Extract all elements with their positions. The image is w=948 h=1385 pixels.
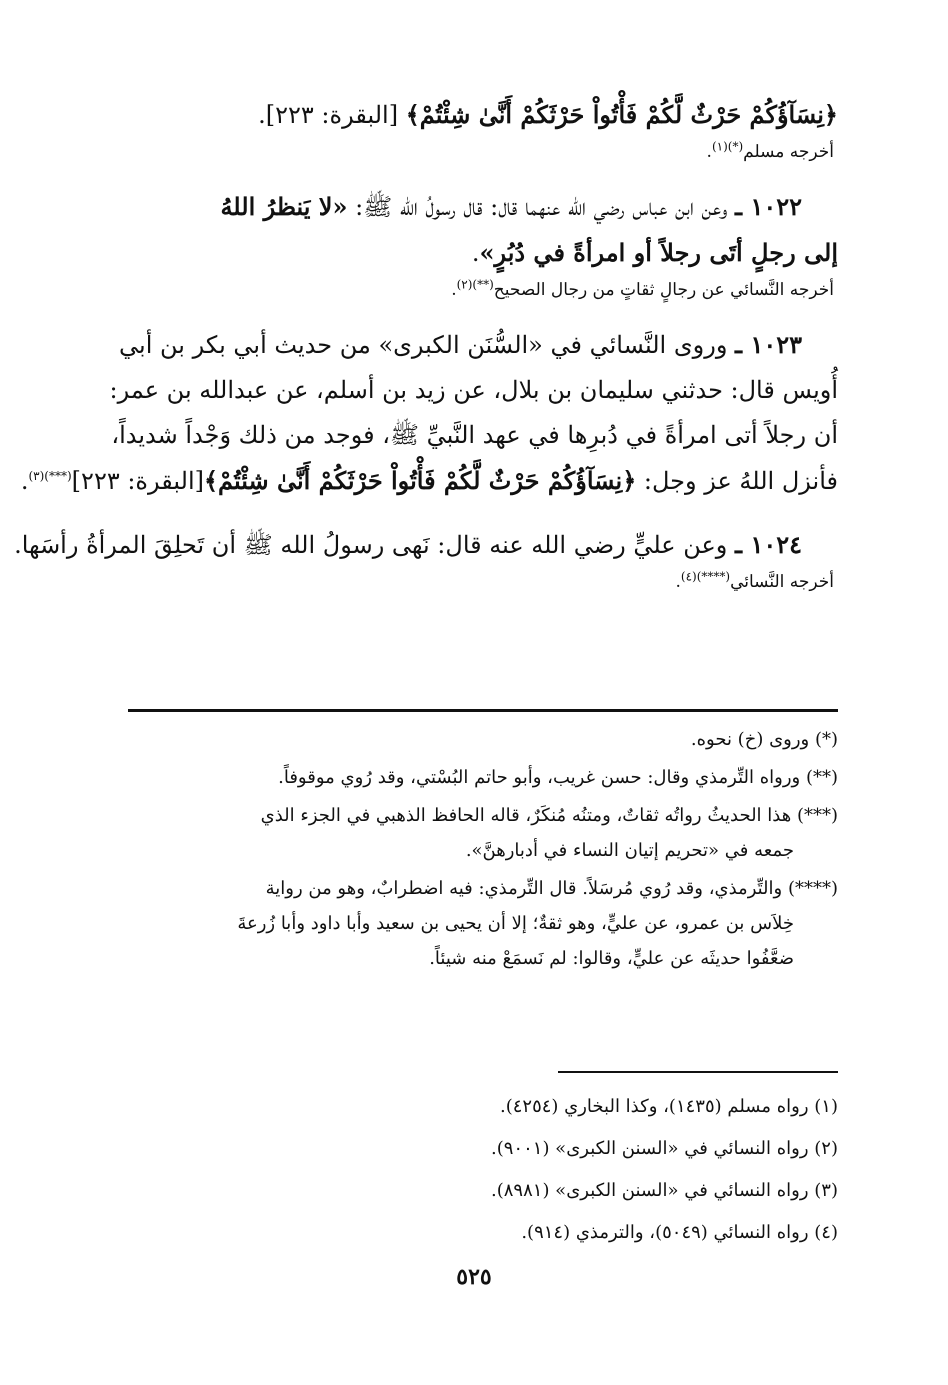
hadith-number: ١٠٢٢ ـ (735, 192, 802, 221)
footnote-1: (١) رواه مسلم (١٤٣٥)، وكذا البخاري (٤٢٥٤). (499, 1096, 838, 1117)
footnote-3: (٣) رواه النسائي في «السنن الكبرى» (٨٩٨١). (491, 1180, 838, 1201)
quran-verse: ﴿نِسَآؤُكُمْ حَرْثٌ لَّكُمْ فَأْتُواْ حَرْثَكُمْ أَنَّىٰ شِئْتُمْ﴾ (203, 466, 637, 495)
hadith-source (128, 568, 838, 596)
note-marker: (****)(٤) (680, 569, 731, 584)
note-4-line-2: خِلاَس بن عمرو، عن عليٍّ، وهو ثقةٌ؛ إلا أن يحيى بن سعيد وأبا داود وأبا زُرعةَ (237, 913, 794, 934)
hadith-number: ١٠٢٤ ـ (735, 530, 802, 559)
verse-reference: [البقرة: ٢٢٣] (71, 467, 204, 495)
note-marker: (***)(٣) (28, 469, 72, 483)
sentence-end: . (471, 239, 480, 267)
hadith-1023-line-4 (20, 458, 838, 504)
hadith-text: وعن ابن عباس رضي الله عنهما قال: قال رسولُ الله ﷺ: (355, 193, 728, 221)
hadith-number: ١٠٢٣ ـ (735, 330, 802, 359)
source-end: . (675, 572, 681, 592)
prophetic-saying: «لا يَنظرُ اللهُ (220, 192, 348, 221)
hadith-1024-line-1 (14, 522, 838, 568)
editor-notes (128, 722, 838, 976)
hadith-1023-line-2 (109, 368, 838, 413)
source-text: أخرجه النَّسائي عن رجالٍ ثقاتٍ من رجال الصحيح (493, 280, 834, 300)
note-marker: (**)(٢) (456, 277, 494, 292)
note-4-line-3: ضعَّفُوا حديثَه عن عليٍّ، وقالوا: لم نَسمَعْ منه شيئاً. (429, 948, 794, 969)
note-2: (**) ورواه التِّرمذي وقال: حسن غريب، وأبو حاتم البُسْتي، وقد رُوي موقوفاً. (278, 767, 838, 788)
source-text: أخرجه النَّسائي (730, 572, 834, 592)
hadith-text: وروى النَّسائي في «السُّنَن الكبرى» من حديث أبي بكر بن أبي (119, 331, 728, 359)
prophetic-saying: إلى رجلٍ أتَى رجلاً أو امرأةً في دُبُرٍ» (479, 238, 838, 267)
source-text: أخرجه مسلم (743, 142, 834, 162)
hadith-source (128, 276, 838, 304)
note-3-line-1: (***) هذا الحديثُ رواتُه ثقاتٌ، ومتنُه مُنكَرٌ، قاله الحافظ الذهبي في الجزء الذي (260, 805, 838, 826)
quran-verse: ﴿نِسَآؤُكُمْ حَرْثٌ لَّكُمْ فَأْتُواْ حَرْثَكُمْ أَنَّىٰ شِئْتُمْ﴾ (405, 100, 838, 129)
verse-reference: [البقرة: ٢٢٣]. (258, 101, 399, 129)
hadith-text: فأنزل اللهُ عز وجل: (643, 467, 838, 495)
sentence-end: . (20, 467, 29, 495)
source-end: . (451, 280, 457, 300)
note-4-line-1: (****) والتِّرمذي، وقد رُوي مُرسَلاً. قال التِّرمذي: فيه اضطرابٌ، وهو من رواية (265, 878, 838, 899)
page-number: ٥٢٥ (456, 1264, 492, 1290)
note-1: (*) وروى (خ) نحوه. (690, 729, 838, 750)
note-3-line-2: جمعه في «تحريم إتيان النساء في أدبارهنَّ». (465, 840, 794, 861)
footnotes (128, 1086, 838, 1254)
hadith-1023-line-3 (111, 413, 838, 458)
main-text (14, 92, 838, 596)
note-marker: (*)(١) (711, 139, 744, 154)
notes-divider (128, 709, 838, 712)
hadith-1023-line-1 (119, 322, 838, 368)
footnote-4: (٤) رواه النسائي (٥٠٤٩)، والترمذي (٩١٤). (521, 1222, 838, 1243)
hadith-text: أن رجلاً أتى امرأةً في دُبرِها في عهد النَّبيِّ ﷺ، فوجد من ذلك وَجْداً شديداً، (111, 421, 838, 449)
hadith-text: وعن عليٍّ رضي الله عنه قال: نَهى رسولُ الله ﷺ أن تَحلِقَ المرأةُ رأسَها. (14, 531, 728, 559)
footnotes-divider (558, 1071, 838, 1073)
source-end: . (706, 142, 712, 162)
hadith-source (128, 138, 838, 166)
hadith-1022-line-2 (128, 230, 838, 276)
hadith-1022-line-1 (128, 184, 838, 230)
verse-line (128, 92, 838, 138)
hadith-text: أُويس قال: حدثني سليمان بن بلال، عن زيد بن أسلم، عن عبدالله بن عمر: (109, 376, 838, 404)
footnote-2: (٢) رواه النسائي في «السنن الكبرى» (٩٠٠١). (491, 1138, 838, 1159)
